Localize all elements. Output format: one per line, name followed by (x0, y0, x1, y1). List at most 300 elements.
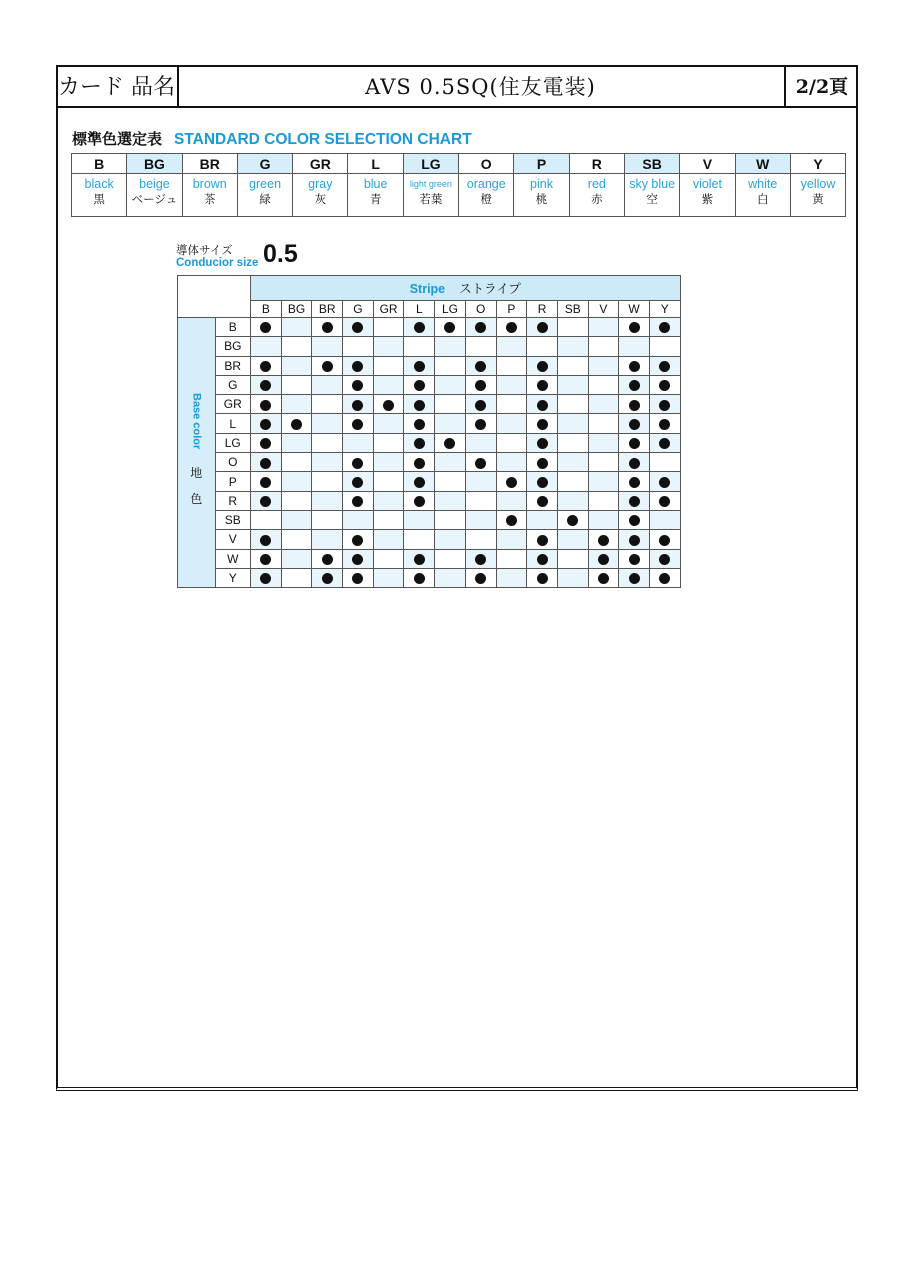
matrix-cell (312, 510, 343, 529)
available-dot (352, 477, 363, 488)
legend-name-p (514, 174, 569, 217)
matrix-cell (312, 395, 343, 414)
stripe-column-b: B (251, 301, 282, 318)
matrix-cell (465, 356, 496, 375)
available-dot (414, 380, 425, 391)
matrix-cell (588, 491, 619, 510)
matrix-cell (251, 433, 282, 452)
available-dot (322, 554, 333, 565)
available-dot (629, 380, 640, 391)
matrix-cell (465, 337, 496, 356)
base-row-o: O (215, 453, 251, 472)
matrix-cell (343, 433, 374, 452)
legend-jp-name: 若葉 (419, 192, 443, 206)
matrix-cell (281, 414, 312, 433)
matrix-row (178, 568, 681, 587)
matrix-cell (557, 395, 588, 414)
available-dot (659, 496, 670, 507)
available-dot (629, 535, 640, 546)
matrix-cell (373, 337, 404, 356)
matrix-cell (527, 568, 558, 587)
matrix-cell (281, 337, 312, 356)
matrix-cell (496, 356, 527, 375)
available-dot (629, 496, 640, 507)
matrix-cell (619, 356, 650, 375)
matrix-cell (465, 414, 496, 433)
legend-name-y (790, 174, 845, 217)
matrix-cell (343, 510, 374, 529)
matrix-cell (465, 395, 496, 414)
matrix-cell (557, 491, 588, 510)
available-dot (475, 380, 486, 391)
available-dot (598, 573, 609, 584)
color-combination-matrix (177, 275, 681, 588)
matrix-cell (312, 549, 343, 568)
matrix-cell (527, 530, 558, 549)
matrix-cell (404, 510, 435, 529)
matrix-cell (251, 568, 282, 587)
matrix-cell (435, 433, 466, 452)
matrix-cell (373, 356, 404, 375)
stripe-label-en: Stripe (409, 282, 446, 296)
available-dot (537, 535, 548, 546)
matrix-cell (343, 337, 374, 356)
legend-jp-name: 紫 (701, 192, 714, 206)
matrix-cell (588, 510, 619, 529)
matrix-cell (557, 530, 588, 549)
legend-code-r: R (569, 154, 624, 174)
matrix-cell (404, 395, 435, 414)
matrix-cell (435, 318, 466, 337)
available-dot (537, 400, 548, 411)
matrix-cell (373, 453, 404, 472)
legend-jp-name: 橙 (480, 192, 492, 206)
matrix-cell (373, 549, 404, 568)
legend-name-g (237, 174, 292, 217)
legend-jp-name: 黄 (812, 192, 824, 206)
available-dot (475, 361, 486, 372)
matrix-cell (343, 395, 374, 414)
section-title-jp: 標準色選定表 (72, 130, 163, 148)
legend-name-lg (403, 174, 458, 217)
matrix-cell (588, 453, 619, 472)
matrix-cell (312, 433, 343, 452)
matrix-row (178, 549, 681, 568)
legend-jp-name: 茶 (203, 192, 216, 206)
matrix-cell (496, 530, 527, 549)
matrix-cell (649, 510, 680, 529)
matrix-cell (465, 530, 496, 549)
stripe-column-v: V (588, 301, 619, 318)
matrix-cell (527, 472, 558, 491)
matrix-cell (557, 472, 588, 491)
legend-jp-name: 桃 (535, 192, 548, 206)
available-dot (414, 322, 425, 333)
matrix-cell (373, 510, 404, 529)
matrix-cell (343, 549, 374, 568)
available-dot (414, 400, 425, 411)
base-row-y: Y (215, 568, 251, 587)
matrix-cell (496, 453, 527, 472)
available-dot (537, 419, 548, 430)
available-dot (506, 322, 517, 333)
section-title (72, 128, 472, 149)
matrix-cell (281, 568, 312, 587)
legend-code-o: O (459, 154, 514, 174)
conductor-size-label (176, 244, 258, 270)
stripe-column-r: R (527, 301, 558, 318)
matrix-row (178, 318, 681, 337)
matrix-cell (496, 549, 527, 568)
matrix-cell (312, 375, 343, 394)
available-dot (414, 573, 425, 584)
base-color-label-char: 地 (190, 465, 203, 480)
matrix-cell (373, 375, 404, 394)
available-dot (414, 419, 425, 430)
available-dot (475, 458, 486, 469)
legend-jp-name: 黒 (93, 192, 105, 206)
matrix-cell (649, 356, 680, 375)
matrix-cell (251, 510, 282, 529)
base-row-br: BR (215, 356, 251, 375)
available-dot (352, 496, 363, 507)
matrix-cell (619, 375, 650, 394)
matrix-cell (343, 491, 374, 510)
stripe-column-bg: BG (281, 301, 312, 318)
matrix-cell (373, 491, 404, 510)
available-dot (322, 573, 333, 584)
matrix-cell (465, 375, 496, 394)
matrix-cell (435, 453, 466, 472)
product-title: AVS 0.5SQ(住友電装) (365, 74, 596, 99)
stripe-column-l: L (404, 301, 435, 318)
matrix-cell (281, 375, 312, 394)
legend-jp-name: 空 (646, 192, 658, 206)
legend-en-name: blue (363, 177, 388, 191)
base-row-lg: LG (215, 433, 251, 452)
legend-name-b (72, 174, 127, 217)
legend-en-name: gray (308, 177, 333, 191)
matrix-cell (281, 318, 312, 337)
available-dot (537, 496, 548, 507)
card-product-label: カード 品名 (56, 65, 179, 106)
legend-name-l (348, 174, 403, 217)
matrix-cell (404, 414, 435, 433)
matrix-cell (251, 356, 282, 375)
available-dot (475, 322, 486, 333)
matrix-cell (588, 337, 619, 356)
matrix-cell (404, 491, 435, 510)
matrix-cell (527, 549, 558, 568)
matrix-cell (527, 453, 558, 472)
available-dot (537, 573, 548, 584)
matrix-cell (649, 318, 680, 337)
legend-jp-name: 緑 (259, 192, 271, 206)
matrix-cell (251, 491, 282, 510)
matrix-cell (496, 472, 527, 491)
legend-en-name: light green (409, 179, 452, 189)
available-dot (537, 438, 548, 449)
available-dot (352, 458, 363, 469)
available-dot (260, 477, 271, 488)
matrix-cell (496, 414, 527, 433)
matrix-cell (465, 568, 496, 587)
matrix-cell (557, 433, 588, 452)
matrix-cell (496, 318, 527, 337)
matrix-row (178, 375, 681, 394)
legend-name-r (569, 174, 624, 217)
legend-name-bg (127, 174, 182, 217)
matrix-cell (619, 337, 650, 356)
matrix-cell (588, 568, 619, 587)
available-dot (414, 458, 425, 469)
matrix-cell (251, 453, 282, 472)
legend-name-br (182, 174, 237, 217)
matrix-cell (435, 568, 466, 587)
matrix-row (178, 530, 681, 549)
matrix-cell (404, 453, 435, 472)
legend-name-w (735, 174, 790, 217)
legend-jp-name: 灰 (314, 192, 327, 206)
page-number: 2/2頁 (784, 65, 858, 106)
available-dot (414, 496, 425, 507)
matrix-cell (557, 568, 588, 587)
matrix-cell (649, 433, 680, 452)
available-dot (629, 419, 640, 430)
matrix-cell (619, 472, 650, 491)
stripe-column-y: Y (649, 301, 680, 318)
legend-name-v (680, 174, 735, 217)
matrix-cell (588, 414, 619, 433)
available-dot (629, 322, 640, 333)
matrix-cell (557, 549, 588, 568)
matrix-cell (588, 472, 619, 491)
color-legend-table (71, 153, 846, 217)
legend-en-name: red (587, 177, 606, 191)
legend-code-w: W (735, 154, 790, 174)
available-dot (567, 515, 578, 526)
legend-jp-name: 青 (369, 192, 382, 206)
matrix-cell (588, 395, 619, 414)
matrix-cell (251, 549, 282, 568)
matrix-cell (312, 356, 343, 375)
matrix-cell (312, 472, 343, 491)
matrix-cell (435, 356, 466, 375)
matrix-cell (373, 395, 404, 414)
available-dot (260, 361, 271, 372)
matrix-cell (281, 510, 312, 529)
available-dot (444, 438, 455, 449)
stripe-header (251, 276, 681, 301)
legend-en-name: orange (466, 177, 506, 191)
matrix-cell (527, 433, 558, 452)
matrix-cell (251, 395, 282, 414)
matrix-cell (404, 549, 435, 568)
available-dot (260, 573, 271, 584)
matrix-row (178, 453, 681, 472)
matrix-cell (373, 472, 404, 491)
matrix-cell (251, 530, 282, 549)
matrix-cell (465, 491, 496, 510)
matrix-cell (343, 568, 374, 587)
matrix-cell (373, 433, 404, 452)
matrix-cell (496, 395, 527, 414)
legend-code-b: B (72, 154, 127, 174)
matrix-cell (281, 433, 312, 452)
legend-en-name: white (748, 177, 778, 191)
matrix-cell (373, 530, 404, 549)
matrix-row (178, 414, 681, 433)
base-row-gr: GR (215, 395, 251, 414)
matrix-row (178, 433, 681, 452)
matrix-cell (496, 568, 527, 587)
legend-code-br: BR (182, 154, 237, 174)
matrix-cell (312, 491, 343, 510)
matrix-cell (527, 395, 558, 414)
available-dot (659, 535, 670, 546)
matrix-cell (649, 568, 680, 587)
available-dot (659, 361, 670, 372)
matrix-cell (557, 356, 588, 375)
legend-en-name: brown (192, 177, 227, 191)
available-dot (260, 554, 271, 565)
available-dot (352, 400, 363, 411)
matrix-cell (465, 433, 496, 452)
matrix-cell (619, 530, 650, 549)
matrix-cell (649, 414, 680, 433)
matrix-cell (435, 530, 466, 549)
matrix-cell (619, 549, 650, 568)
legend-code-g: G (237, 154, 292, 174)
header-row (56, 65, 858, 108)
available-dot (506, 477, 517, 488)
matrix-cell (435, 549, 466, 568)
base-row-w: W (215, 549, 251, 568)
matrix-cell (649, 472, 680, 491)
base-color-label-group (178, 393, 215, 511)
legend-code-y: Y (790, 154, 845, 174)
matrix-cell (649, 530, 680, 549)
available-dot (352, 535, 363, 546)
legend-jp-name: 白 (756, 192, 769, 206)
matrix-cell (312, 414, 343, 433)
available-dot (659, 573, 670, 584)
matrix-cell (373, 568, 404, 587)
matrix-cell (619, 453, 650, 472)
available-dot (322, 361, 333, 372)
available-dot (260, 380, 271, 391)
matrix-cell (404, 568, 435, 587)
available-dot (659, 400, 670, 411)
legend-en-name: violet (692, 177, 722, 191)
matrix-cell (619, 414, 650, 433)
matrix-row (178, 395, 681, 414)
matrix-cell (373, 318, 404, 337)
base-row-l: L (215, 414, 251, 433)
matrix-cell (465, 318, 496, 337)
available-dot (598, 554, 609, 565)
matrix-cell (281, 453, 312, 472)
matrix-cell (404, 472, 435, 491)
matrix-cell (404, 433, 435, 452)
matrix-cell (343, 472, 374, 491)
matrix-cell (619, 433, 650, 452)
available-dot (629, 361, 640, 372)
base-color-label-char: 色 (190, 491, 203, 506)
matrix-cell (435, 375, 466, 394)
matrix-cell (251, 337, 282, 356)
available-dot (291, 419, 302, 430)
base-color-label-jp (190, 460, 202, 512)
available-dot (414, 361, 425, 372)
available-dot (629, 477, 640, 488)
matrix-cell (465, 549, 496, 568)
stripe-column-w: W (619, 301, 650, 318)
conductor-size-label-jp: 導体サイズ (176, 243, 233, 257)
matrix-cell (404, 375, 435, 394)
available-dot (352, 419, 363, 430)
matrix-cell (619, 510, 650, 529)
available-dot (537, 458, 548, 469)
matrix-cell (527, 318, 558, 337)
matrix-cell (557, 375, 588, 394)
stripe-column-gr: GR (373, 301, 404, 318)
matrix-cell (343, 375, 374, 394)
legend-code-row (72, 154, 846, 174)
matrix-cell (496, 375, 527, 394)
stripe-column-lg: LG (435, 301, 466, 318)
available-dot (629, 400, 640, 411)
legend-code-sb: SB (624, 154, 679, 174)
available-dot (260, 496, 271, 507)
base-row-b: B (215, 318, 251, 337)
matrix-cell (343, 318, 374, 337)
stripe-label-jp: ストライプ (459, 282, 521, 296)
matrix-cell (435, 472, 466, 491)
available-dot (475, 400, 486, 411)
available-dot (352, 361, 363, 372)
available-dot (598, 535, 609, 546)
matrix-row (178, 510, 681, 529)
matrix-cell (557, 318, 588, 337)
base-row-sb: SB (215, 510, 251, 529)
available-dot (629, 438, 640, 449)
base-color-label (178, 318, 216, 588)
matrix-cell (649, 395, 680, 414)
matrix-cell (465, 510, 496, 529)
matrix-cell (649, 549, 680, 568)
base-row-p: P (215, 472, 251, 491)
matrix-cell (588, 375, 619, 394)
matrix-cell (435, 491, 466, 510)
matrix-row (178, 337, 681, 356)
legend-name-gr (293, 174, 348, 217)
matrix-cell (619, 491, 650, 510)
matrix-cell (649, 453, 680, 472)
matrix-cell (404, 337, 435, 356)
matrix-cell (251, 318, 282, 337)
available-dot (537, 477, 548, 488)
matrix-cell (527, 356, 558, 375)
matrix-cell (619, 568, 650, 587)
matrix-cell (619, 318, 650, 337)
matrix-cell (251, 472, 282, 491)
matrix-cell (281, 491, 312, 510)
legend-en-name: black (84, 177, 114, 191)
available-dot (629, 573, 640, 584)
conductor-size-value: 0.5 (263, 240, 298, 268)
matrix-cell (343, 414, 374, 433)
